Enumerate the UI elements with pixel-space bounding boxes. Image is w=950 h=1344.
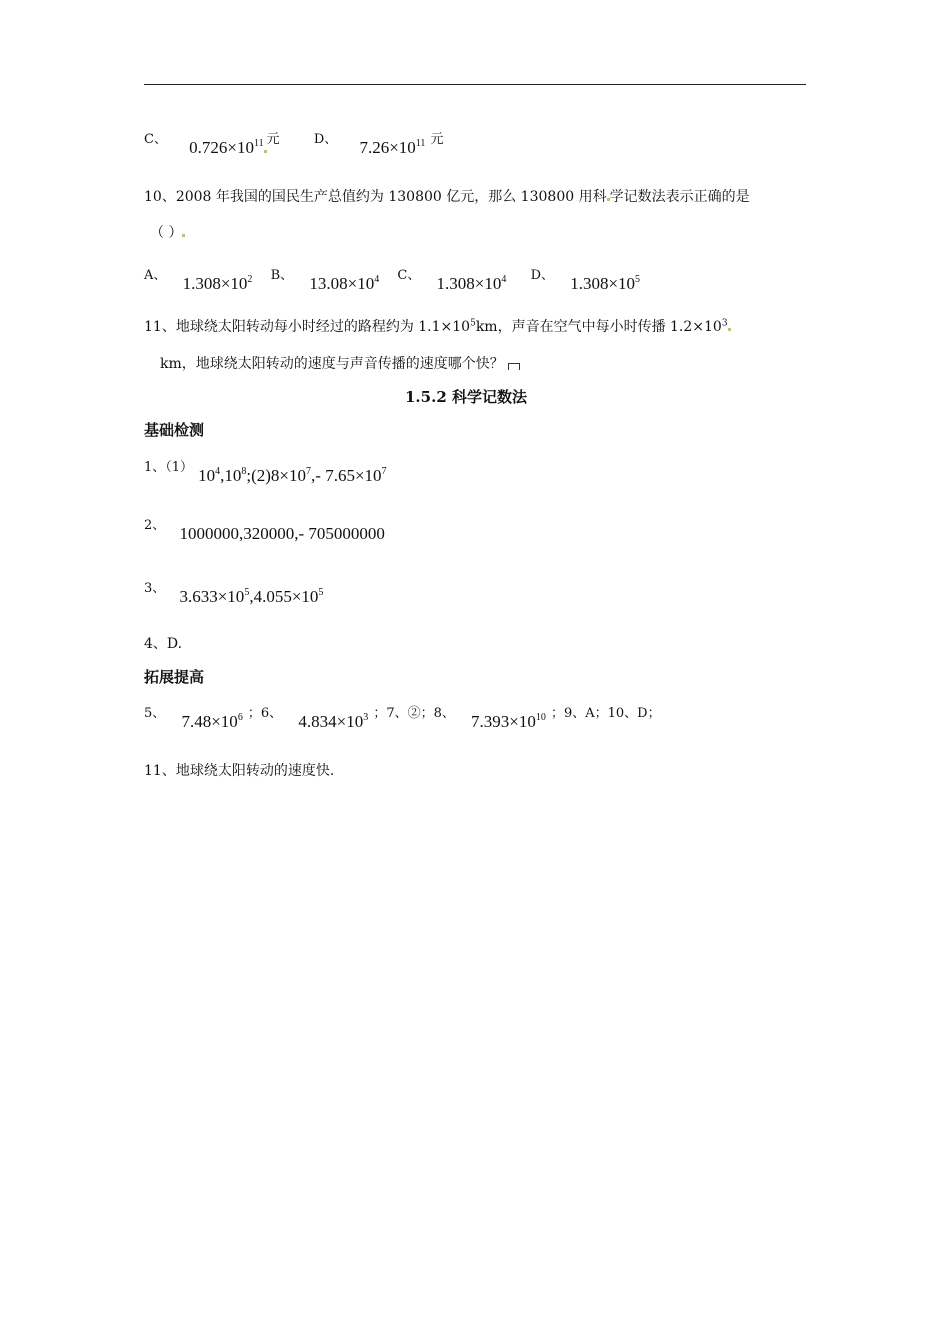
answer-4: 4、D.: [144, 636, 183, 652]
answers-9-10: ；9、A；10、D；: [550, 706, 661, 721]
q11-exp-a: 5: [470, 318, 476, 329]
answer-3: [144, 577, 323, 607]
answer-6-value: $4.834\times 10^3$: [298, 712, 369, 731]
q11-text-c: km，地球绕太阳转动的速度与声音传播的速度哪个快？: [160, 356, 504, 372]
answer-1-value: $10^4,10^8;(2)8\times 10^7,-$ $7.65\times 10^7$: [198, 466, 387, 485]
header-rule: [144, 84, 806, 85]
q11-text-a: 11、地球绕太阳转动每小时经过的路程约为 1.1×10: [144, 319, 471, 335]
option-d-label: D、: [530, 268, 554, 283]
option-c-unit: 元: [266, 132, 280, 147]
q9-options: [144, 128, 444, 158]
q10-text-a: 10、2008 年我国的国民生产总值约为 130800 亿元，那么 130800 用科: [144, 189, 607, 205]
option-c-label: C、: [144, 132, 167, 147]
answer-3-label: 3、: [144, 581, 166, 596]
answer-6-label: ；6、: [247, 706, 283, 721]
answer-11: 11、地球绕太阳转动的速度快.: [144, 763, 335, 779]
option-a-value: $1.308\times 10^2$: [182, 274, 253, 293]
q10-text-b: 学记数法表示正确的是: [609, 189, 750, 205]
q11-text-line1: [144, 316, 731, 336]
answer-8-value: $7.393\times 10^{10}$: [471, 712, 546, 731]
answers-title: 1.5.2 科学记数法: [405, 388, 527, 406]
answer-3-value: $3.633\times 10^5,4.055\times 10^5$: [179, 587, 324, 606]
answer-2: [144, 514, 385, 544]
option-c-value: $0.726\times 10^{11}$: [189, 138, 264, 157]
q10-answer-blank: [150, 222, 185, 242]
q11-exp-b: 3: [721, 318, 728, 329]
answers-5-to-10: [144, 702, 661, 732]
section-extended: 拓展提高: [144, 668, 205, 686]
q11-text-b: km，声音在空气中每小时传播 1.2×10: [475, 319, 722, 335]
answer-2-label: 2、: [144, 518, 166, 533]
option-b-value: $13.08\times 10^4$: [309, 274, 380, 293]
option-a-label: A、: [144, 268, 167, 283]
mark-dot: [264, 150, 267, 153]
option-c-value: $1.308\times 10^4$: [436, 274, 507, 293]
option-c-label: C、: [397, 268, 421, 283]
option-d-value: $1.308\times 10^5$: [570, 274, 641, 293]
answer-parentheses: （ ）: [150, 225, 183, 241]
answer-1-label: 1、（1）: [144, 460, 194, 475]
section-basic: 基础检测: [144, 421, 205, 439]
answer-2-value: 1000000,320000,- 705000000: [179, 524, 385, 543]
answers-7-8-label: ；7、②；8、: [373, 706, 455, 721]
option-d-label: D、: [313, 132, 338, 147]
answer-1: [144, 456, 387, 486]
answer-5-label: 5、: [144, 706, 166, 721]
answer-5-value: $7.48\times 10^6$: [181, 712, 243, 731]
q10-text: [144, 186, 750, 206]
q11-text-line2: [160, 353, 520, 373]
option-b-label: B、: [270, 268, 294, 283]
mark-dot: [182, 234, 185, 237]
mark-dot: [728, 328, 731, 331]
option-d-value: $7.26\times 10^{11}$: [359, 138, 426, 157]
option-d-unit: 元: [430, 132, 444, 147]
q10-options: [144, 264, 640, 294]
corner-mark: [508, 363, 520, 370]
